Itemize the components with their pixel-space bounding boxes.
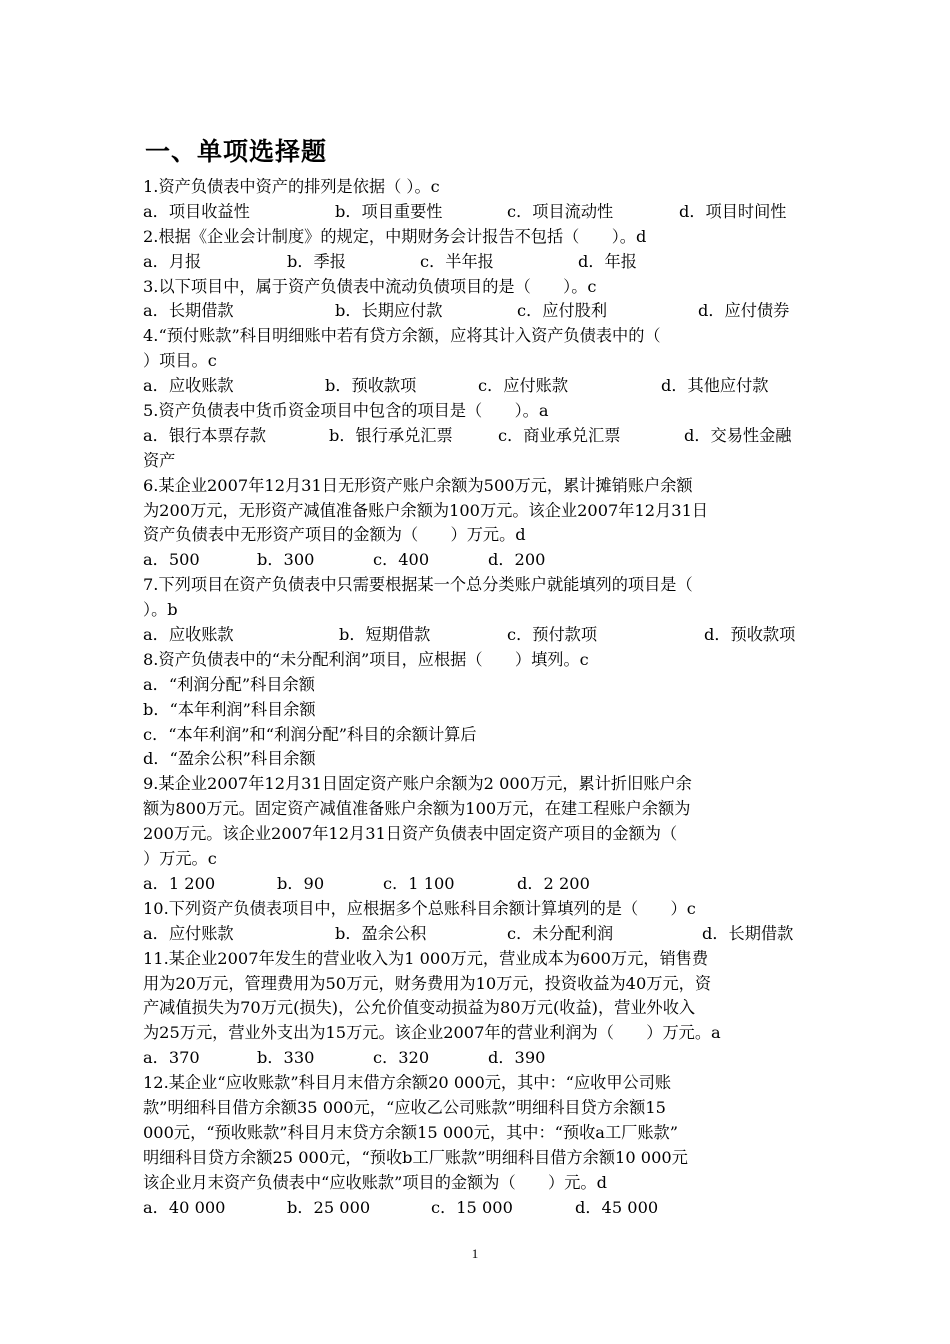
option-d: d．应付债券 [698,301,790,321]
option-d: d．200 [488,550,546,570]
option-a: a．项目收益性 [143,201,250,221]
option-d: d．交易性金融 [684,425,792,445]
option-c: c．应付股利 [517,301,608,321]
question-stem: 10.下列资产负债表项目中，应根据多个总账科目余额计算填列的是（ ）c [143,898,696,918]
question-stem-cont: ）项目。c [143,351,217,371]
option-c: c．“本年利润”和“利润分配”科目的余额计算后 [143,724,477,744]
option-a: a．1 200 [143,873,216,893]
question-stem-cont: 该企业月末资产负债表中“应收账款”项目的金额为（ ）元。d [143,1172,607,1192]
question-stem: 7.下列项目在资产负债表中只需要根据某一个总分类账户就能填列的项目是（ [143,575,693,595]
option-c: c．应付账款 [478,376,569,396]
question-stem: 9.某企业2007年12月31日固定资产账户余额为2 000万元，累计折旧账户余 [143,774,692,794]
option-a: a．应收账款 [143,376,234,396]
page-number: 1 [471,1246,479,1261]
option-a: a．应收账款 [143,625,234,645]
option-c: c．15 000 [431,1197,513,1217]
option-d: d．2 200 [517,873,590,893]
option-d: d．“盈余公积”科目余额 [143,749,316,769]
option-a: a．月报 [143,251,202,271]
option-b: b．25 000 [287,1197,371,1217]
question-stem: 2.根据《企业会计制度》的规定，中期财务会计报告不包括（ ）。d [143,226,647,246]
option-b: b．盈余公积 [335,923,427,943]
option-a: a．银行本票存款 [143,425,266,445]
options-row [143,548,811,573]
option-a: a．500 [143,550,200,570]
question-stem-cont: 为200万元，无形资产减值准备账户余额为100万元。该企业2007年12月31日 [143,500,709,520]
question-stem: 4.“预付账款”科目明细账中若有贷方余额，应将其计入资产负债表中的（ [143,326,661,346]
option-c: c．预付款项 [507,625,598,645]
question-stem: 5.资产负债表中货币资金项目中包含的项目是（ ）。a [143,401,549,421]
question-stem: 11.某企业2007年发生的营业收入为1 000万元，营业成本为600万元，销售费 [143,948,709,968]
option-d: d．其他应付款 [661,376,769,396]
options-row [143,1196,811,1221]
question-stem: 1.资产负债表中资产的排列是依据（ ）。c [143,177,440,196]
question-stem-cont: 额为800万元。固定资产减值准备账户余额为100万元，在建工程账户余额为 [143,799,691,819]
option-b: b．“本年利润”科目余额 [143,699,316,719]
question-stem-cont: 资产负债表中无形资产项目的金额为（ ）万元。d [143,525,526,545]
option-c: c．1 100 [383,873,455,893]
question-stem-cont: ）万元。c [143,849,217,869]
question-stem-cont: 000元，“预收账款”科目月末贷方余额15 000元，其中：“预收a工厂账款” [143,1122,678,1142]
options-row [143,623,811,648]
option-b: b．长期应付款 [335,301,443,321]
option-b: b．330 [257,1048,315,1068]
option-c: c．项目流动性 [507,201,614,221]
option-d-cont: 资产 [143,450,176,470]
options-row [143,200,811,225]
option-a: a．“利润分配”科目余额 [143,674,315,694]
question-stem-cont: 产减值损失为70万元(损失)，公允价值变动损益为80万元(收益)，营业外收入 [143,998,696,1018]
option-c: c．半年报 [420,251,494,271]
options-row [143,424,811,449]
options-row [143,872,811,897]
option-b: b．银行承兑汇票 [329,425,453,445]
option-d: d．390 [488,1048,546,1068]
option-a: a．370 [143,1048,200,1068]
question-stem-cont: ）。b [143,600,178,620]
question-stem: 3.以下项目中，属于资产负债表中流动负债项目的是（ ）。c [143,276,597,296]
option-b: b．预收款项 [325,376,417,396]
question-list [143,175,811,1220]
option-b: b．季报 [287,251,346,271]
option-b: b．短期借款 [339,625,431,645]
option-c: c．400 [373,550,430,570]
question-stem-cont: 款”明细科目借方余额35 000元，“应收乙公司账款”明细科目贷方余额15 [143,1097,666,1117]
option-d: d．长期借款 [702,923,794,943]
option-b: b．300 [257,550,315,570]
option-a: a．应付账款 [143,923,234,943]
option-d: d．45 000 [575,1197,659,1217]
option-d: d．预收款项 [704,625,796,645]
question-stem: 12.某企业“应收账款”科目月末借方余额20 000元，其中：“应收甲公司账 [143,1073,672,1093]
question-stem: 6.某企业2007年12月31日无形资产账户余额为500万元，累计摊销账户余额 [143,475,693,495]
option-d: d．年报 [578,251,637,271]
question-stem: 8.资产负债表中的“未分配利润”项目，应根据（ ）填列。c [143,649,589,669]
section-title: 一、单项选择题 [145,137,328,166]
option-c: c．商业承兑汇票 [498,425,621,445]
option-a: a．40 000 [143,1197,226,1217]
options-row [143,374,811,399]
option-b: b．项目重要性 [335,201,443,221]
option-d: d．项目时间性 [679,201,787,221]
question-stem-cont: 200万元。该企业2007年12月31日资产负债表中固定资产项目的金额为（ [143,824,678,844]
option-a: a．长期借款 [143,301,234,321]
question-stem-cont: 明细科目贷方余额25 000元，“预收b工厂账款”明细科目借方余额10 000元 [143,1147,688,1167]
options-row [143,922,811,947]
option-b: b．90 [277,873,325,893]
question-stem-cont: 为25万元，营业外支出为15万元。该企业2007年的营业利润为（ ）万元。a [143,1023,721,1043]
question-stem-cont: 用为20万元，管理费用为50万元，财务费用为10万元，投资收益为40万元，资 [143,973,712,993]
options-row [143,299,811,324]
option-c: c．未分配利润 [507,923,614,943]
option-c: c．320 [373,1048,430,1068]
options-row [143,250,811,275]
options-row [143,1046,811,1071]
